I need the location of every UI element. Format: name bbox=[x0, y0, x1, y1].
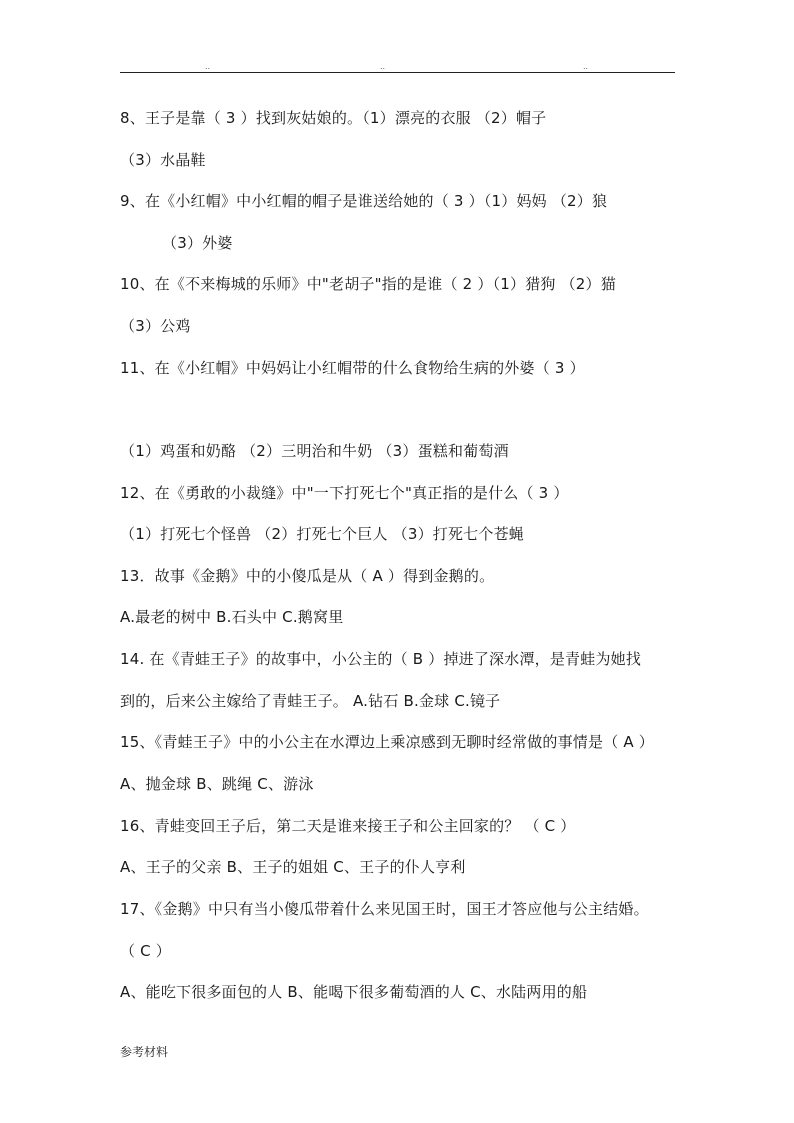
question-8-line-2: （3）水晶鞋 bbox=[120, 151, 206, 169]
question-17-line-1: 17、《金鹅》中只有当小傻瓜带着什么来见国王时，国王才答应他与公主结婚。 bbox=[120, 900, 649, 918]
question-11-line-2: （1）鸡蛋和奶酪 （2）三明治和牛奶 （3）蛋糕和葡萄酒 bbox=[120, 442, 509, 460]
question-9-line-2: （3）外婆 bbox=[162, 234, 233, 252]
question-8-line-1: 8、王子是靠（ 3 ）找到灰姑娘的。（1）漂亮的衣服 （2）帽子 bbox=[120, 109, 547, 127]
question-11-line-1: 11、在《小红帽》中妈妈让小红帽带的什么食物给生病的外婆（ 3 ） bbox=[120, 359, 585, 377]
question-9-line-1: 9、在《小红帽》中小红帽的帽子是谁送给她的（ 3 ）（1）妈妈 （2）狼 bbox=[120, 192, 608, 210]
page-header-marks bbox=[0, 62, 794, 72]
question-17-line-3: A、能吃下很多面包的人 B、能喝下很多葡萄酒的人 C、水陆两用的船 bbox=[120, 983, 588, 1001]
question-13-line-2: A.最老的树中 B.石头中 C.鹅窝里 bbox=[120, 608, 344, 626]
question-12-line-2: （1）打死七个怪兽 （2）打死七个巨人 （3）打死七个苍蝇 bbox=[120, 525, 524, 543]
header-rule bbox=[120, 72, 675, 73]
question-10-line-1: 10、在《不来梅城的乐师》中"老胡子"指的是谁（ 2 ）（1）猎狗 （2）猫 bbox=[120, 275, 616, 293]
question-12-line-1: 12、在《勇敢的小裁缝》中"一下打死七个"真正指的是什么（ 3 ） bbox=[120, 484, 569, 502]
question-10-line-2: （3）公鸡 bbox=[120, 317, 191, 335]
question-17-line-2: （ C ） bbox=[120, 942, 172, 960]
question-13-line-1: 13．故事《金鹅》中的小傻瓜是从（ A ）得到金鹅的。 bbox=[120, 567, 495, 585]
question-14-line-2: 到的，后来公主嫁给了青蛙王子。 A.钻石 B.金球 C.镜子 bbox=[120, 692, 501, 710]
question-15-line-1: 15、《青蛙王子》中的小公主在水潭边上乘凉感到无聊时经常做的事情是（ A ） bbox=[120, 733, 654, 751]
question-16-line-2: A、王子的父亲 B、王子的姐姐 C、王子的仆人亨利 bbox=[120, 858, 466, 876]
header-mark-center: .. bbox=[380, 62, 386, 71]
question-15-line-2: A、抛金球 B、跳绳 C、游泳 bbox=[120, 775, 314, 793]
header-mark-left: .. bbox=[205, 62, 211, 71]
question-16-line-1: 16、青蛙变回王子后，第二天是谁来接王子和公主回家的？ （ C ） bbox=[120, 817, 576, 835]
page-footer: 参考材料 bbox=[120, 1045, 169, 1059]
question-14-line-1: 14. 在《青蛙王子》的故事中，小公主的（ B ）掉进了深水潭，是青蛙为她找 bbox=[120, 650, 642, 668]
header-mark-right: .. bbox=[583, 62, 589, 71]
